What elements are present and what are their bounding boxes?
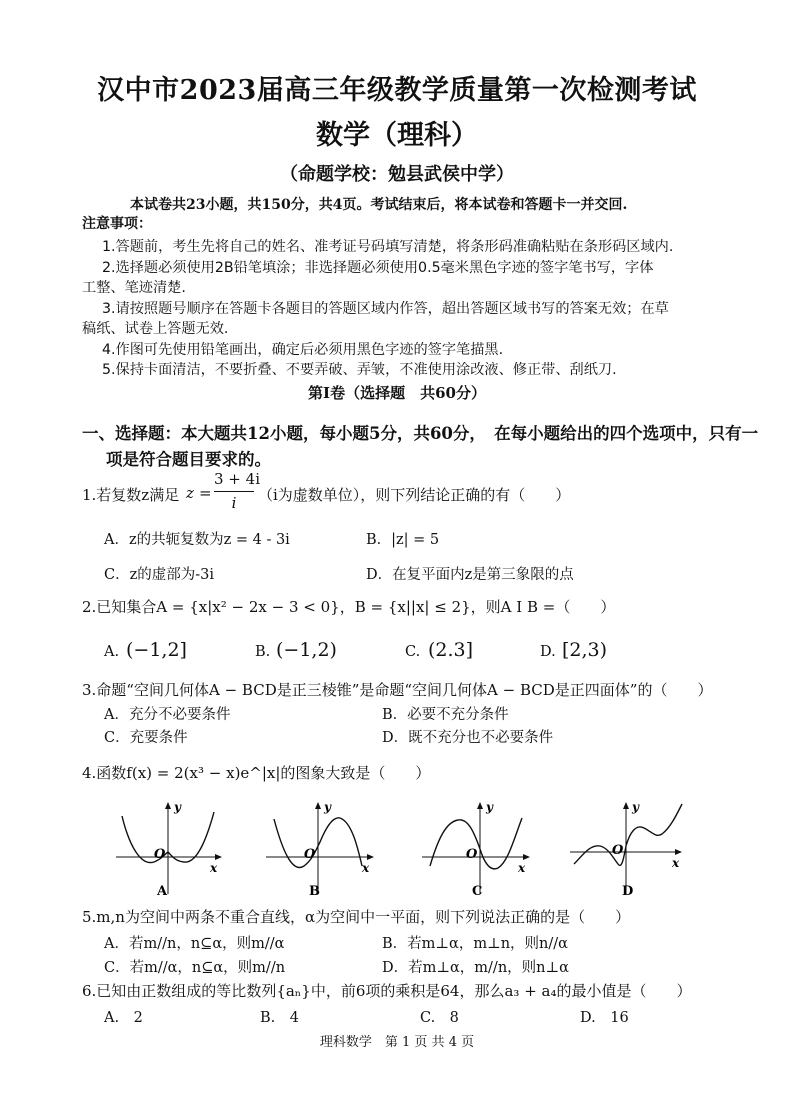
q1-fraction-bar <box>214 491 254 492</box>
q1-option-b: B．|z| = 5 <box>366 532 440 548</box>
notice-line: 5.保持卡面清洁，不要折叠、不要弄破、弄皱，不准使用涂改液、修正带、刮纸刀. <box>102 362 617 378</box>
q2-stem: 2.已知集合A = {x|x² − 2x − 3 < 0}，B = {x||x| ≤ 2}，则A I B =（ ） <box>82 598 616 616</box>
q4-d-origin: O <box>612 843 624 858</box>
q4-a-origin: O <box>154 847 166 862</box>
q5-stem: 5.m,n为空间中两条不重合直线，α为空间中一平面，则下列说法正确的是（ ） <box>82 908 631 926</box>
q4-d-axis-x: x <box>672 856 680 870</box>
q4-graph-b <box>262 794 382 898</box>
q2-option-d-label: D. <box>540 644 556 660</box>
q5-option-d: D．若m⊥α，m//n，则n⊥α <box>382 960 569 976</box>
q2-option-b-label: B. <box>255 644 271 660</box>
q1-option-c: C．z的虚部为-3i <box>104 567 214 583</box>
q4-c-axis-x: x <box>518 861 526 875</box>
q3-option-c: C．充要条件 <box>104 730 188 746</box>
q1-denominator: i <box>231 494 237 512</box>
q4-c-origin: O <box>466 847 478 862</box>
q4-b-origin: O <box>304 847 316 862</box>
q2-option-a-label: A. <box>104 644 120 660</box>
q4-b-label: B <box>309 884 320 898</box>
notice-line: 1.答题前，考生先将自己的姓名、准考证号码填写清楚，将条形码准确粘贴在条形码区域内. <box>102 239 674 255</box>
q2-option-d-value: [2,3) <box>562 639 608 661</box>
part1-heading: 一、选择题：本大题共12小题，每小题5分，共60分， 在每小题给出的四个选项中，只有一 <box>82 424 759 443</box>
q4-graph-a <box>112 794 230 898</box>
q4-b-axis-y: y <box>324 800 331 814</box>
q4-b-axis-x: x <box>362 861 370 875</box>
q4-d-label: D <box>622 884 634 898</box>
q1-option-a: A．z的共轭复数为z = 4 - 3i <box>104 532 290 548</box>
q4-stem: 4.函数f(x) = 2(x³ − x)e^|x|的图象大致是（ ） <box>82 764 431 782</box>
notice-line: 工整、笔迹清楚. <box>82 280 186 296</box>
q2-option-a-value: (−1,2] <box>126 639 187 661</box>
q3-option-b: B．必要不充分条件 <box>382 707 509 723</box>
notice-line: 稿纸、试卷上答题无效. <box>82 321 229 337</box>
q4-graph-c <box>418 794 538 898</box>
q4-c-label: C <box>472 884 483 898</box>
q6-option-b: B. 4 <box>260 1010 299 1026</box>
q4-a-label: A <box>157 884 168 898</box>
q4-graph-d <box>566 794 690 898</box>
q6-option-d: D. 16 <box>580 1010 629 1026</box>
q5-option-a: A．若m//n，n⊆α，则m//α <box>104 936 285 952</box>
q6-option-c: C. 8 <box>420 1010 459 1026</box>
q3-option-d: D．既不充分也不必要条件 <box>382 730 554 746</box>
q2-option-c-label: C. <box>405 644 421 660</box>
q4-a-axis-x: x <box>210 861 218 875</box>
q2-option-b-value: (−1,2) <box>276 639 337 661</box>
q1-stem-pre: 1.若复数z满足 <box>82 486 180 504</box>
section-title: 第Ⅰ卷（选择题 共60分） <box>308 384 486 402</box>
part1-heading-cont: 项是符合题目要求的。 <box>106 450 271 469</box>
q1-z: z <box>186 484 194 502</box>
q2-option-c-value: (2.3] <box>428 639 474 661</box>
q6-stem: 6.已知由正数组成的等比数列{aₙ}中，前6项的乘积是64，那么a₃ + a₄的最小值是（ ） <box>82 982 692 1000</box>
page-footer: 理科数学 第 1 页 共 4 页 <box>319 1035 475 1050</box>
q1-option-d: D．在复平面内z是第三象限的点 <box>366 567 574 583</box>
notice-line: 4.作图可先使用铅笔画出，确定后必须用黑色字迹的签字笔描黑. <box>102 342 504 358</box>
exam-info: 本试卷共23小题，共150分，共4页。考试结束后，将本试卷和答题卡一并交回. <box>130 197 628 213</box>
q5-option-c: C．若m//α，n⊆α，则m//n <box>104 960 286 976</box>
notice-heading: 注意事项： <box>82 216 152 232</box>
q3-option-a: A．充分不必要条件 <box>104 707 231 723</box>
notice-line: 2.选择题必须使用2B铅笔填涂；非选择题必须使用0.5毫米黑色字迹的签字笔书写，字体 <box>102 260 654 276</box>
exam-title: 汉中市2023届高三年级教学质量第一次检测考试 <box>97 75 697 106</box>
q4-d-axis-y: y <box>632 800 639 814</box>
q1-eq: = <box>199 484 212 502</box>
q4-a-axis-y: y <box>174 800 181 814</box>
q5-option-b: B．若m⊥α，m⊥n，则n//α <box>382 936 568 952</box>
notice-line: 3.请按照题号顺序在答题卡各题目的答题区域内作答，超出答题区域书写的答案无效；在草 <box>102 301 669 317</box>
exam-school: （命题学校：勉县武侯中学） <box>280 164 514 185</box>
q4-c-axis-y: y <box>486 800 493 814</box>
q1-numerator: 3 + 4i <box>214 470 260 488</box>
exam-subtitle: 数学（理科） <box>316 120 478 151</box>
q1-stem-post: （i为虚数单位），则下列结论正确的有（ ） <box>258 486 571 504</box>
q3-stem: 3.命题“空间几何体A − BCD是正三棱锥”是命题“空间几何体A − BCD是正四面体”的（ ） <box>82 681 713 699</box>
q6-option-a: A. 2 <box>104 1010 143 1026</box>
